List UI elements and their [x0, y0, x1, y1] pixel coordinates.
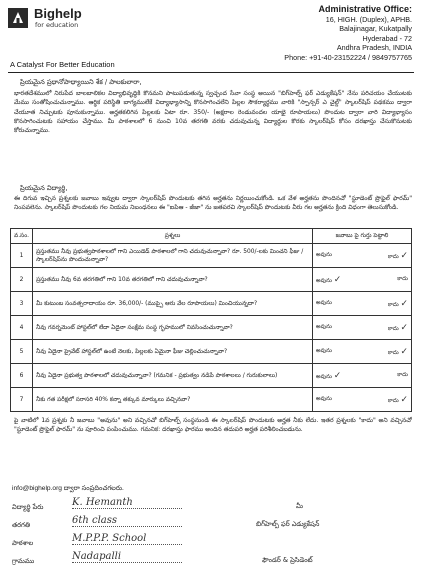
- answer-cell: [313, 340, 412, 364]
- question-number: 5: [11, 340, 33, 364]
- question-text: నీవు గవర్నమెంట్ హాస్టల్‌లో లేదా ఏదైనా సంక్షేమ సంస్థ గృహములో నివసించుచున్నావా?: [33, 316, 313, 340]
- greeting-parents: ప్రియమైన ప్రధానోపాధ్యాయిని శేక / పాలకులారా,: [20, 78, 142, 86]
- signoff-role: ఫౌండర్ & ప్రెసిడెంట్: [262, 556, 313, 564]
- student-name-value: K. Hemanth: [72, 497, 182, 509]
- answer-yes-label[interactable]: అవును: [316, 347, 332, 354]
- checkmark-icon: ✓: [400, 394, 408, 405]
- office-phone: Phone: +91-40-23152224 / 9849757765: [284, 52, 412, 62]
- contact-email: info@bighelp.org ద్వారా సంప్రదించగలరు.: [12, 485, 124, 492]
- checkmark-icon: ✓: [400, 322, 408, 333]
- answer-no-label[interactable]: కాదు: [387, 397, 399, 404]
- signoff-yours: మీ: [296, 502, 303, 510]
- greeting-student: ప్రియమైన విద్యార్థి,: [20, 184, 68, 192]
- village-value: Nadapalli: [72, 551, 182, 563]
- question-row: [11, 244, 412, 268]
- answer-yes-label[interactable]: అవును: [316, 323, 332, 330]
- question-row: [11, 316, 412, 340]
- instruction-paragraph: ఈ దిగువ ఇచ్చిన ప్రశ్నలకు జవాబు ఇవ్వుట ద్వారా స్కాలర్‌షిప్ పొందుటకు తగిన అర్హతను నిర్ణయించుకోండి. ఒక వేళ అర్హతను పొందినచో "స్టూడెంట్ ప్రొఫైల్ ఫారమ్" నింపవలెను. స్కాలర్‌షిప్ పొందుటకు గల నియమ నిబంధనలు ఈ "ఐపిఆ - జీజా" ను జతపరచి స్కాలర్‌షిప్ పొందుటకు వీరు గల అర్హతను క్రింది విధంగా తెలుసుకోండి.: [14, 195, 412, 212]
- checkmark-icon: ✓: [333, 370, 342, 381]
- answer-yes-label[interactable]: అవును: [316, 251, 332, 258]
- class-label: తరగతి: [12, 521, 31, 529]
- question-number: 6: [11, 364, 33, 388]
- student-name-label: విద్యార్థి పేరు: [12, 503, 44, 511]
- answer-cell: [313, 316, 412, 340]
- col-question-header: ప్రశ్నలు: [33, 229, 313, 244]
- bighelp-logo-icon: [8, 8, 28, 28]
- answer-no-label[interactable]: కాదు: [387, 349, 399, 356]
- question-row: [11, 364, 412, 388]
- brand-subtitle: for education: [35, 21, 79, 29]
- checkmark-icon: ✓: [400, 298, 408, 309]
- brand-name: Bighelp: [34, 6, 82, 21]
- table-header-row: [11, 229, 412, 244]
- office-line: Hyderabad - 72: [362, 33, 412, 43]
- question-row: [11, 388, 412, 412]
- answer-no-label[interactable]: కాదు: [387, 301, 399, 308]
- closing-paragraph: పై వాటిలో 1వ ప్రశ్నకు నీ జవాబు "అవును" అని వచ్చినచో బిగ్‌హెల్ప్ సంస్థనుండి ఈ స్కాలర్‌షిప్ పొందుటకు అర్హత నీకు లేదు. ఇతర ప్రశ్నలకు "కాదు" అని వచ్చినచో "స్టూడెంట్ ప్రొఫైల్ ఫారమ్" ను పూరించి పంపించుము. గమనిక: దరఖాస్తు ఫారము అందిన తదుపరి అర్హత పరిశీలించబడును.: [14, 417, 412, 434]
- col-answer-header: జవాబు పై గుర్తు పెట్టాలి: [313, 229, 412, 244]
- question-text: నీవు ఏదైనా ప్రభుత్వ పాఠశాలలో చదువుచున్నావా? (గమనిక - ప్రభుత్వం నడిపే పాఠశాలలు / గురుకులాలు): [33, 364, 313, 388]
- checkmark-icon: ✓: [333, 274, 342, 285]
- class-value: 6th class: [72, 515, 182, 527]
- question-text: నీవు ఏదైనా ప్రైవేట్ హాస్టల్‌లో ఉంటే నెలకు, పిల్లలకు ఏమైనా ఫీజు చెల్లించుచున్నావా?: [33, 340, 313, 364]
- answer-cell: [313, 244, 412, 268]
- question-text: మీ కుటుంబ సంవత్సరాదాయం రూ. 36,000/- (ముప్పై ఆరు వేల రూపాయలు) మించియున్నదా?: [33, 292, 313, 316]
- question-number: 1: [11, 244, 33, 268]
- question-number: 3: [11, 292, 33, 316]
- tagline: A Catalyst For Better Education: [10, 60, 115, 69]
- answer-no-label[interactable]: కాదు: [387, 325, 399, 332]
- question-row: [11, 340, 412, 364]
- eligibility-table: [10, 228, 412, 412]
- question-number: 4: [11, 316, 33, 340]
- question-number: 7: [11, 388, 33, 412]
- answer-cell: [313, 388, 412, 412]
- office-line: 16, HIGH. (Duplex), APHB.: [325, 15, 412, 24]
- office-address: [222, 4, 412, 62]
- intro-paragraph: భారతదేశములో నిరుపేద బాలబాలికల విద్యాభివృద్ధికి కొనమని పాటుపడుతున్న స్వచ్ఛంద సేవా సంస్థ అయిన "బిగ్‌హెల్ప్ ఫర్ ఎడ్యుకేషన్" నేను పరిచయం చేయుటకు మేము సంతోషించుచున్నాము. ఆర్థిక పరిస్థితి బాగ్యములేకే విద్యాభ్యాసాన్ని కొనసాగించలేని పిల్లల సౌకర్యార్థము వారికి "స్పాన్సర్ ఎ చైల్డ్" స్కాలర్‌షిప్ పథకము ద్వారా చేయూత నిచ్చుటకు పూనుకున్నాము. అర్హతకలిగిన పిల్లలకు ఏటా రూ. 350/- (అక్షరాల రెండువందల యాభై రూపాయలు) పొందుట ద్వారా వారి విద్యాభ్యాసం కొనసాగించుటకు సహాయం చేస్తాము. మీ పాఠశాలలో 6 నుంచి 10వ తరగతి వరకు చదువుచున్న విద్యార్థుల కొరకు స్కాలర్‌షిప్ కోసం దరఖాస్తు చేసుకొనుటకు కోరుచున్నాము.: [14, 90, 412, 135]
- answer-cell: [313, 268, 412, 292]
- question-row: [11, 292, 412, 316]
- answer-no-label[interactable]: కాదు: [397, 371, 408, 378]
- answer-yes-label[interactable]: అవును: [316, 277, 332, 284]
- school-value: M.P.P.P. School: [72, 533, 182, 545]
- question-text: నీకు గత పరీక్షలో సరాసరి 40% కన్నా తక్కువ మార్కులు వచ్చినవా?: [33, 388, 313, 412]
- answer-yes-label[interactable]: అవును: [316, 299, 332, 306]
- signoff-organization: బిగ్‌హెల్ప్ ఫర్ ఎడ్యుకేషన్: [256, 520, 320, 528]
- answer-no-label[interactable]: కాదు: [387, 253, 399, 260]
- question-text: ప్రస్తుతము నీవు 6వ తరగతిలో గాని 10వ తరగతిలో గాని చదువుచున్నావా?: [33, 268, 313, 292]
- office-line: Andhra Pradesh, INDIA: [336, 43, 412, 53]
- school-label: పాఠశాల: [12, 539, 34, 547]
- question-row: [11, 268, 412, 292]
- answer-yes-label[interactable]: అవును: [316, 395, 332, 402]
- question-number: 2: [11, 268, 33, 292]
- header-divider: [8, 72, 414, 73]
- question-text: ప్రస్తుతము నీవు ప్రభుత్వపాఠశాలలో గాని ఎయిడెడ్ పాఠశాలలో గాని చదువుచున్నావా? రూ. 500/-లకు మించని ఫీజు / స్కాలర్‌షిప్‌ను పొందుచున్నావా?: [33, 244, 313, 268]
- answer-cell: [313, 364, 412, 388]
- office-title: Administrative Office:: [318, 4, 412, 14]
- village-label: గ్రామము: [12, 557, 35, 565]
- answer-cell: [313, 292, 412, 316]
- checkmark-icon: ✓: [400, 346, 408, 357]
- answer-yes-label[interactable]: అవును: [316, 373, 332, 380]
- col-number-header: వ.సం.: [11, 229, 33, 244]
- checkmark-icon: ✓: [400, 250, 408, 261]
- office-line: Balajinagar, Kukatpally: [339, 24, 412, 34]
- answer-no-label[interactable]: కాదు: [397, 275, 408, 282]
